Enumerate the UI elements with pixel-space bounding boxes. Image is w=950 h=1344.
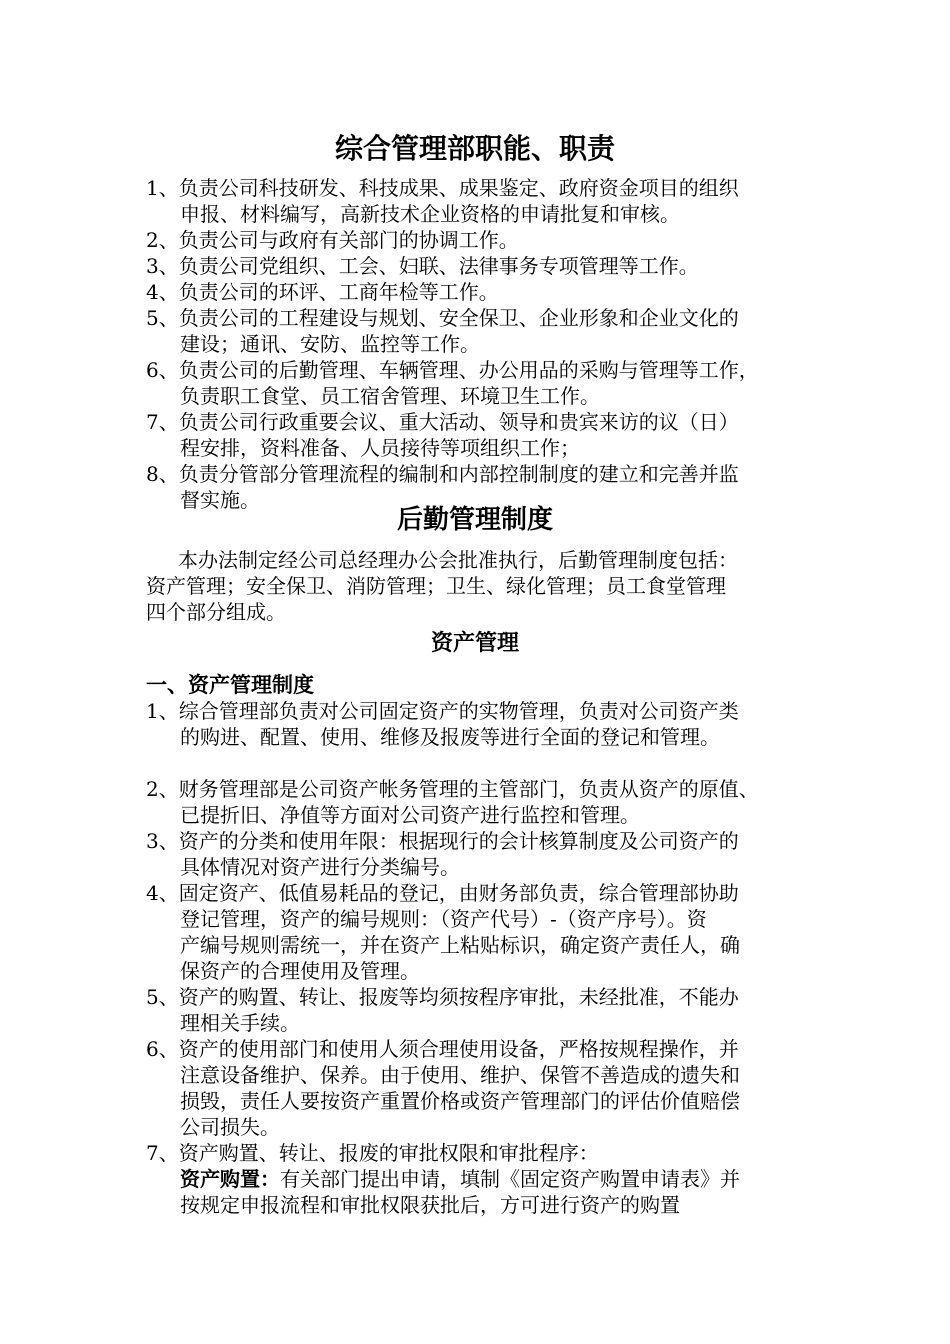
list-item: 6、资产的使用部门和使用人须合理使用设备，严格按规程操作，并 (146, 1037, 739, 1061)
list-item: 1、负责公司科技研发、科技成果、成果鉴定、政府资金项目的组织 (146, 176, 739, 200)
section-title-asset-management: 资产管理 (430, 631, 519, 656)
list-item: 7、资产购置、转让、报废的审批权限和审批程序： (146, 1141, 599, 1165)
paragraph-line: 本办法制定经公司总经理办公会批准执行，后勤管理制度包括： (178, 548, 738, 572)
list-item: 3、资产的分类和使用年限：根据现行的会计核算制度及公司资产的 (146, 829, 739, 853)
list-item-continued: 督实施。 (180, 488, 260, 512)
list-item: 4、负责公司的环评、工商年检等工作。 (146, 280, 499, 304)
list-item: 1、综合管理部负责对公司固定资产的实物管理，负责对公司资产类 (146, 699, 739, 723)
logistics-intro-paragraph (146, 547, 836, 625)
list-item-continued: 具体情况对资产进行分类编号。 (180, 855, 460, 879)
list-item: 5、资产的购置、转让、报废等均须按程序审批，未经批准，不能办 (146, 985, 739, 1009)
list-item-continued: 理相关手续。 (180, 1011, 300, 1035)
responsibilities-list (146, 175, 836, 513)
asset-rules-list (146, 698, 836, 1218)
list-item: 2、财务管理部是公司资产帐务管理的主管部门，负责从资产的原值、 (146, 777, 759, 801)
list-item: 6、负责公司的后勤管理、车辆管理、办公用品的采购与管理等工作， (146, 358, 759, 382)
section-title-responsibilities: 综合管理部职能、职责 (334, 132, 615, 165)
list-item-continued: 已提折旧、净值等方面对公司资产进行监控和管理。 (180, 803, 640, 827)
list-item-continued (146, 1166, 836, 1192)
list-item: 7、负责公司行政重要会议、重大活动、领导和贵宾来访的议（日） (146, 410, 739, 434)
spacer (146, 750, 836, 776)
list-item-continued: 申报、材料编写，高新技术企业资格的申请批复和审核。 (180, 202, 680, 226)
subheading-asset-rules: 一、资产管理制度 (146, 673, 314, 697)
section-title-logistics: 后勤管理制度 (396, 505, 553, 535)
list-item-continued: 负责职工食堂、员工宿舍管理、环境卫生工作。 (180, 384, 600, 408)
paragraph-line: 四个部分组成。 (146, 600, 286, 624)
list-item-continued: 公司损失。 (180, 1115, 280, 1139)
list-item: 5、负责公司的工程建设与规划、安全保卫、企业形象和企业文化的 (146, 306, 739, 330)
bold-label-asset-purchase: 资产购置： (180, 1167, 280, 1191)
list-item: 3、负责公司党组织、工会、妇联、法律事务专项管理等工作。 (146, 254, 699, 278)
list-item: 4、固定资产、低值易耗品的登记，由财务部负责，综合管理部协助 (146, 881, 739, 905)
list-item-continued: 建设；通讯、安防、监控等工作。 (180, 332, 480, 356)
list-item-continued: 损毁，责任人要按资产重置价格或资产管理部门的评估价值赔偿 (180, 1089, 740, 1113)
list-item: 8、负责分管部分管理流程的编制和内部控制制度的建立和完善并监 (146, 462, 739, 486)
list-item-continued: 登记管理，资产的编号规则：（资产代号）-（资产序号）。资 (180, 907, 707, 931)
list-item-continued: 保资产的合理使用及管理。 (180, 959, 420, 983)
list-item: 2、负责公司与政府有关部门的协调工作。 (146, 228, 519, 252)
list-item-continued: 按规定申报流程和审批权限获批后，方可进行资产的购置 (180, 1193, 680, 1217)
list-item-continued: 注意设备维护、保养。由于使用、维护、保管不善造成的遗失和 (180, 1063, 740, 1087)
list-item-continued: 的购进、配置、使用、维修及报废等进行全面的登记和管理。 (180, 725, 720, 749)
paragraph-line: 资产管理；安全保卫、消防管理；卫生、绿化管理；员工食堂管理 (146, 574, 726, 598)
paragraph-text: 有关部门提出申请，填制《固定资产购置申请表》并 (280, 1167, 740, 1191)
list-item-continued: 产编号规则需统一，并在资产上粘贴标识，确定资产责任人，确 (180, 933, 740, 957)
list-item-continued: 程安排，资料准备、人员接待等项组织工作； (180, 436, 580, 460)
